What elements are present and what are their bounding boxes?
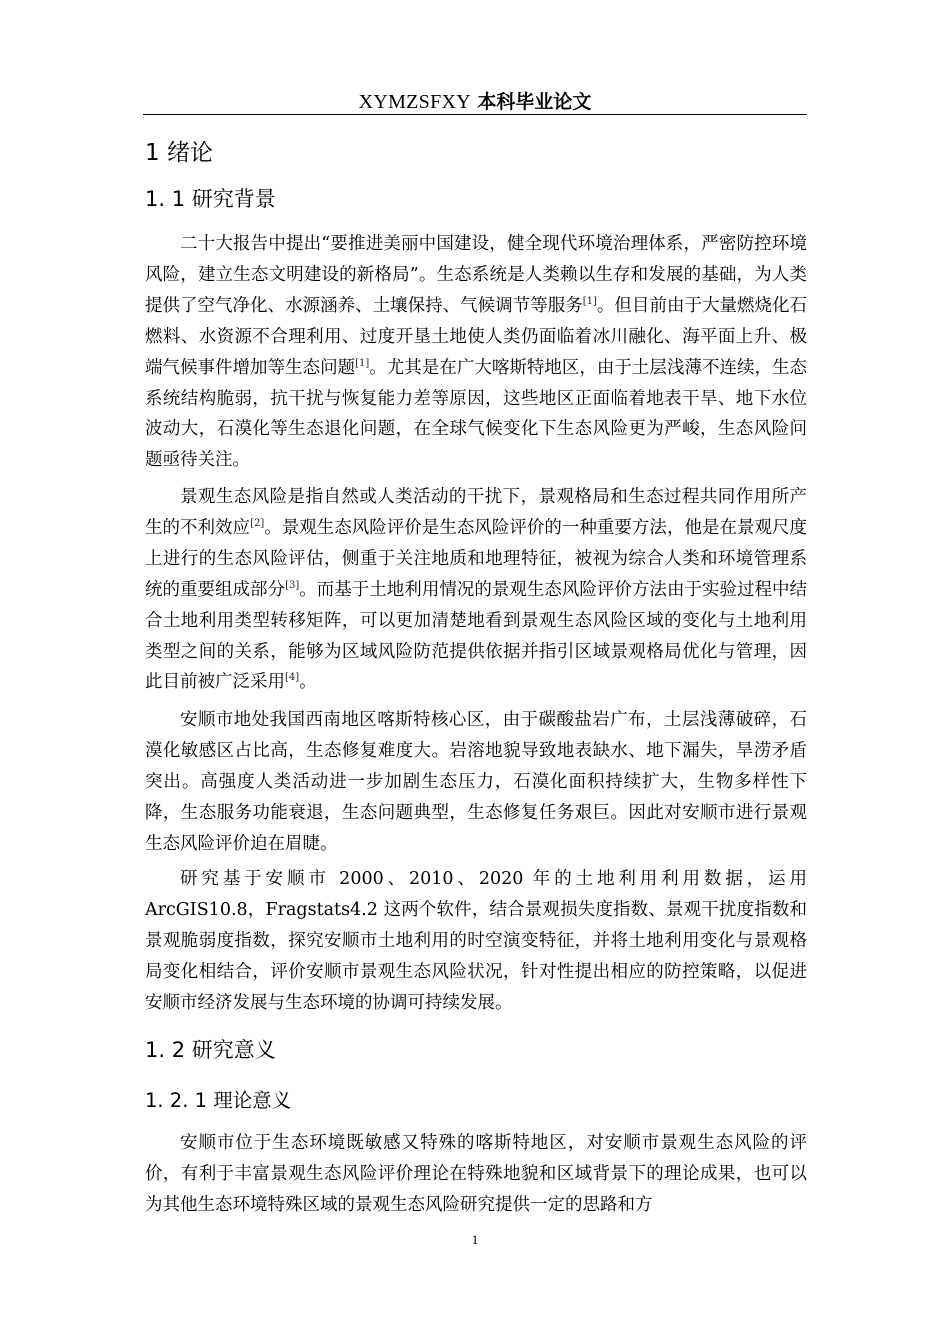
- paragraph-background-4: 研究基于安顺市 2000、2010、2020 年的土地利用利用数据，运用 ArcGIS10.8，Fragstats4.2 这两个软件，结合景观损失度指数、景观干扰度指数和景观脆弱度指数，探究安顺市土地利用的时空演变特征，并将土地利用变化与景观格局变化相结合，评价安顺市景观生态风险状况，针对性提出相应的防控策略，以促进安顺市经济发展与生态环境的协调可持续发展。: [145, 869, 807, 1013]
- paragraph-background-3: 安顺市地处我国西南地区喀斯特核心区，由于碳酸盐岩广布，土层浅薄破碎，石漠化敏感区占比高，生态修复难度大。岩溶地貌导致地表缺水、地下漏失，旱涝矛盾突出。高强度人类活动进一步加剧生态压力，石漠化面积持续扩大，生物多样性下降，生态服务功能衰退，生态问题典型，生态修复任务艰巨。因此对安顺市进行景观生态风险评价迫在眉睫。: [145, 710, 807, 854]
- subsection-heading-1-2-1: 1. 2. 1 理论意义: [145, 1089, 292, 1112]
- para2-text-b: 。景观生态风险评价是生态风险评价的一种重要方法，他是在景观尺度上进行的生态风险评估，侧重于关注地质和地理特征，被视为综合人类和环境管理系统的重要组成部分: [145, 517, 808, 600]
- para2-text-c: 。而基于土地利用情况的景观生态风险评价方法由于实验过程中结合土地利用类型转移矩阵，可以更加清楚地看到景观生态风险区域的变化与土地利用类型之间的关系，能够为区域风险防范提供依据并指引区域景观格局优化与管理，因此目前被广泛采用: [145, 579, 808, 693]
- para1-text-c: 。尤其是在广大喀斯特地区，由于土层浅薄不连续，生态系统结构脆弱，抗干扰与恢复能力差等原因，这些地区正面临着地表干旱、地下水位波动大，石漠化等生态退化问题，在全球气候变化下生态风险更为严峻，生态风险问题亟待关注。: [145, 357, 808, 471]
- section-heading-1-2: 1. 2 研究意义: [145, 1038, 276, 1062]
- paragraph-theory-significance: 安顺市位于生态环境既敏感又特殊的喀斯特地区，对安顺市景观生态风险的评价，有利于丰富景观生态风险评价理论在特殊地貌和区域背景下的理论成果，也可以为其他生态环境特殊区域的景观生态风险研究提供一定的思路和方: [145, 1133, 807, 1215]
- citation-3: [3]: [285, 579, 300, 591]
- section-heading-1-1: 1. 1 研究背景: [145, 187, 276, 211]
- header-latin: XYMZSFXY: [358, 91, 472, 113]
- para2-text-a: 景观生态风险是指自然或人类活动的干扰下，景观格局和生态过程共同作用所产生的不利效应: [145, 487, 807, 538]
- citation-1: [1]: [582, 295, 597, 307]
- page-number: 1: [471, 1232, 479, 1247]
- citation-1b: [1]: [355, 357, 370, 369]
- para1-text-b: 。但目前由于大量燃烧化石燃料、水资源不合理利用、过度开垦土地使人类仍面临着冰川融化、海平面上升、极端气候事件增加等生态问题: [145, 295, 808, 378]
- citation-2: [2]: [250, 517, 265, 529]
- header-title: 本科毕业论文: [477, 91, 592, 113]
- chapter-title: 1 绪论: [145, 140, 213, 166]
- running-header: [143, 88, 807, 115]
- paragraph-background-1: [145, 229, 807, 476]
- paragraph-background-2: [145, 482, 807, 698]
- citation-4: [4]: [285, 672, 300, 684]
- para2-text-d: 。: [299, 672, 317, 693]
- para1-text-a: 二十大报告中提出“要推进美丽中国建设，健全现代环境治理体系，严密防控环境风险，建立生态文明建设的新格局”。生态系统是人类赖以生存和发展的基础，为人类提供了空气净化、水源涵养、土壤保持、气候调节等服务: [145, 234, 807, 316]
